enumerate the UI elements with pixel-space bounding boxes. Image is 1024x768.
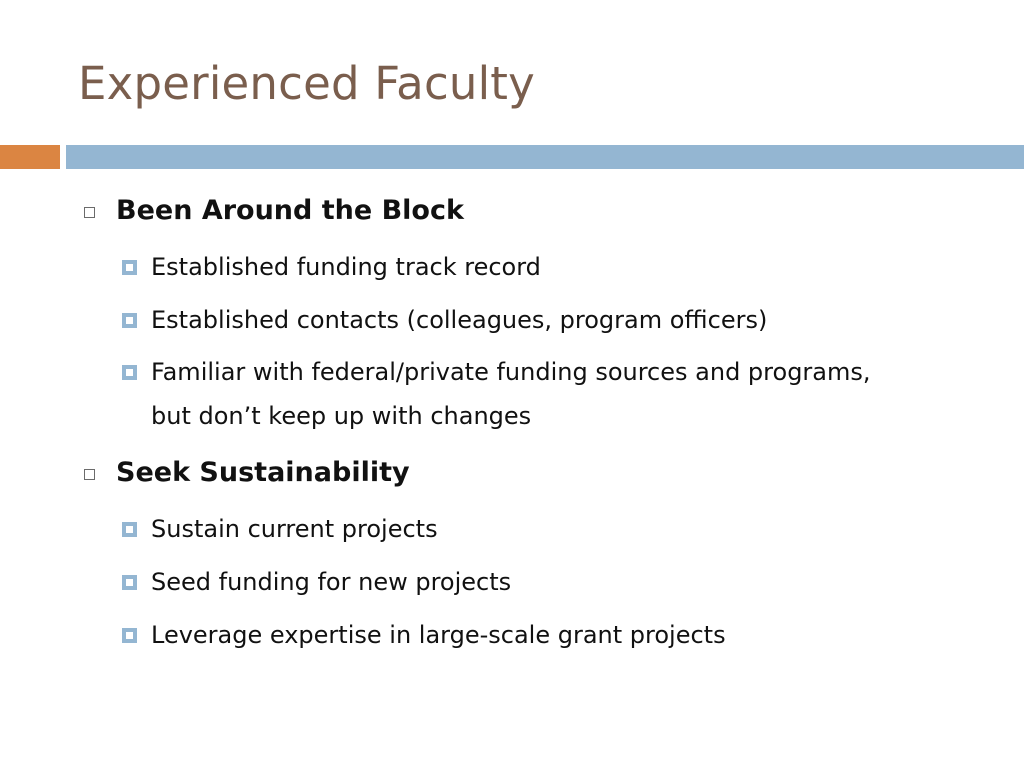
- sub-bullet-text: Established funding track record: [151, 253, 541, 281]
- sub-bullet-text: Leverage expertise in large-scale grant projects: [151, 621, 726, 649]
- bullet-heading-text: Been Around the Block: [116, 195, 464, 226]
- sub-bullet-text: Familiar with federal/private funding sources and programs, but don’t keep up with changes: [151, 358, 871, 430]
- square-bullet-icon: [122, 575, 137, 590]
- bullet-heading-text: Seek Sustainability: [116, 457, 410, 488]
- square-bullet-icon: [122, 313, 137, 328]
- sub-bullet-text: Seed funding for new projects: [151, 568, 512, 596]
- hollow-square-bullet-icon: [84, 207, 95, 218]
- sub-bullet-text: Established contacts (colleagues, program officers): [151, 306, 768, 334]
- square-bullet-icon: [122, 260, 137, 275]
- sub-bullet-text: Sustain current projects: [151, 515, 438, 543]
- square-bullet-icon: [122, 628, 137, 643]
- hollow-square-bullet-icon: [84, 469, 95, 480]
- square-bullet-icon: [122, 365, 137, 380]
- square-bullet-icon: [122, 522, 137, 537]
- slide-title: Experienced Faculty: [78, 57, 535, 110]
